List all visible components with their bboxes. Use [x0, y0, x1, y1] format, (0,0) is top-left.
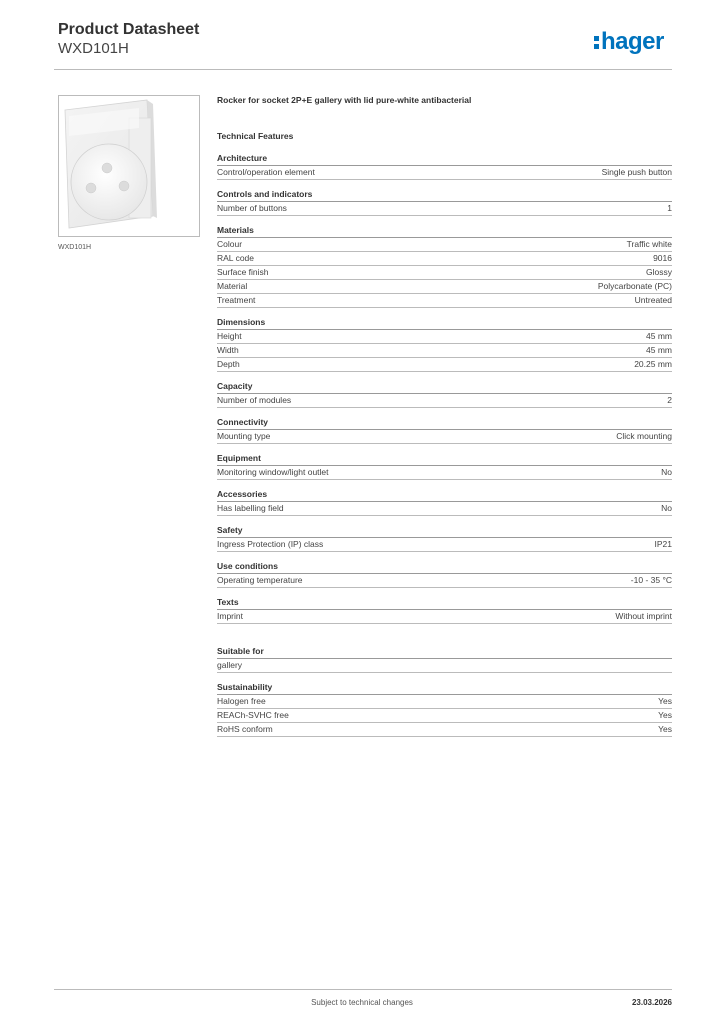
logo-text: hager — [601, 28, 664, 55]
technical-features-heading: Technical Features — [217, 131, 294, 141]
document-title: Product Datasheet — [58, 21, 200, 38]
feature-value: 2 — [667, 395, 672, 405]
feature-row — [217, 695, 672, 709]
brand-logo — [594, 28, 664, 56]
product-code: WXD101H — [58, 40, 129, 57]
socket-with-lid-icon — [59, 96, 199, 236]
section-title: Suitable for — [217, 645, 672, 659]
section-title: Capacity — [217, 380, 672, 394]
section-title: Equipment — [217, 452, 672, 466]
feature-section — [217, 452, 672, 480]
product-description: Rocker for socket 2P+E gallery with lid pure-white antibacterial — [217, 95, 472, 105]
feature-value: Yes — [658, 696, 672, 706]
feature-value: Click mounting — [616, 431, 672, 441]
section-title: Use conditions — [217, 560, 672, 574]
feature-value: Glossy — [646, 267, 672, 277]
main-content — [217, 94, 672, 737]
feature-row — [217, 266, 672, 280]
feature-row — [217, 202, 672, 216]
feature-section — [217, 524, 672, 552]
additional-features-list — [217, 645, 672, 737]
feature-row — [217, 574, 672, 588]
feature-row — [217, 280, 672, 294]
feature-value: Polycarbonate (PC) — [597, 281, 672, 291]
feature-label: Treatment — [217, 295, 256, 305]
feature-label: Has labelling field — [217, 503, 284, 513]
feature-section — [217, 645, 672, 673]
feature-section — [217, 316, 672, 372]
feature-label: Halogen free — [217, 696, 266, 706]
header-divider — [54, 69, 672, 70]
section-title: Connectivity — [217, 416, 672, 430]
feature-value: 20.25 mm — [634, 359, 672, 369]
feature-label: Ingress Protection (IP) class — [217, 539, 324, 549]
feature-row — [217, 502, 672, 516]
feature-value: 45 mm — [646, 331, 672, 341]
feature-row — [217, 330, 672, 344]
section-title: Sustainability — [217, 681, 672, 695]
feature-value: Untreated — [634, 295, 672, 305]
feature-value: Traffic white — [626, 239, 672, 249]
feature-value: No — [661, 467, 672, 477]
feature-section — [217, 560, 672, 588]
feature-section — [217, 380, 672, 408]
feature-value: 45 mm — [646, 345, 672, 355]
feature-row — [217, 358, 672, 372]
section-title: Safety — [217, 524, 672, 538]
feature-label: REACh-SVHC free — [217, 710, 289, 720]
feature-label: RAL code — [217, 253, 255, 263]
feature-section — [217, 416, 672, 444]
feature-value: Single push button — [601, 167, 672, 177]
feature-value: 1 — [667, 203, 672, 213]
feature-value: Without imprint — [615, 611, 672, 621]
feature-row — [217, 166, 672, 180]
section-title: Controls and indicators — [217, 188, 672, 202]
feature-section — [217, 152, 672, 180]
section-title: Accessories — [217, 488, 672, 502]
feature-row — [217, 430, 672, 444]
feature-row — [217, 466, 672, 480]
section-title: Materials — [217, 224, 672, 238]
feature-row — [217, 294, 672, 308]
product-image — [58, 95, 200, 237]
section-title: Dimensions — [217, 316, 672, 330]
feature-row — [217, 238, 672, 252]
feature-label: Height — [217, 331, 242, 341]
feature-label: Width — [217, 345, 239, 355]
feature-section — [217, 188, 672, 216]
image-caption: WXD101H — [58, 244, 92, 251]
feature-row — [217, 252, 672, 266]
feature-label: RoHS conform — [217, 724, 273, 734]
footer-note: Subject to technical changes — [311, 998, 413, 1007]
footer-date: 23.03.2026 — [631, 998, 672, 1007]
technical-features-list — [217, 152, 672, 624]
feature-label: Material — [217, 281, 248, 291]
feature-section — [217, 596, 672, 624]
feature-section — [217, 224, 672, 308]
feature-label: Control/operation element — [217, 167, 315, 177]
feature-label: Surface finish — [217, 267, 269, 277]
feature-value: No — [661, 503, 672, 513]
feature-label: Imprint — [217, 611, 243, 621]
feature-label: Number of buttons — [217, 203, 287, 213]
feature-value: 9016 — [653, 253, 672, 263]
feature-row — [217, 709, 672, 723]
feature-row — [217, 538, 672, 552]
feature-row — [217, 610, 672, 624]
section-title: Texts — [217, 596, 672, 610]
feature-row — [217, 659, 672, 673]
feature-value: IP21 — [654, 539, 672, 549]
feature-row — [217, 344, 672, 358]
feature-label: gallery — [217, 660, 243, 670]
feature-label: Number of modules — [217, 395, 292, 405]
logo-dots-icon — [594, 33, 600, 49]
feature-section — [217, 488, 672, 516]
feature-row — [217, 394, 672, 408]
feature-section — [217, 681, 672, 737]
feature-label: Depth — [217, 359, 240, 369]
feature-value: Yes — [658, 710, 672, 720]
feature-value: Yes — [658, 724, 672, 734]
footer-divider — [54, 989, 672, 990]
feature-label: Operating temperature — [217, 575, 303, 585]
feature-value: -10 - 35 °C — [630, 575, 672, 585]
feature-label: Monitoring window/light outlet — [217, 467, 329, 477]
feature-label: Colour — [217, 239, 243, 249]
feature-row — [217, 723, 672, 737]
feature-label: Mounting type — [217, 431, 271, 441]
section-title: Architecture — [217, 152, 672, 166]
